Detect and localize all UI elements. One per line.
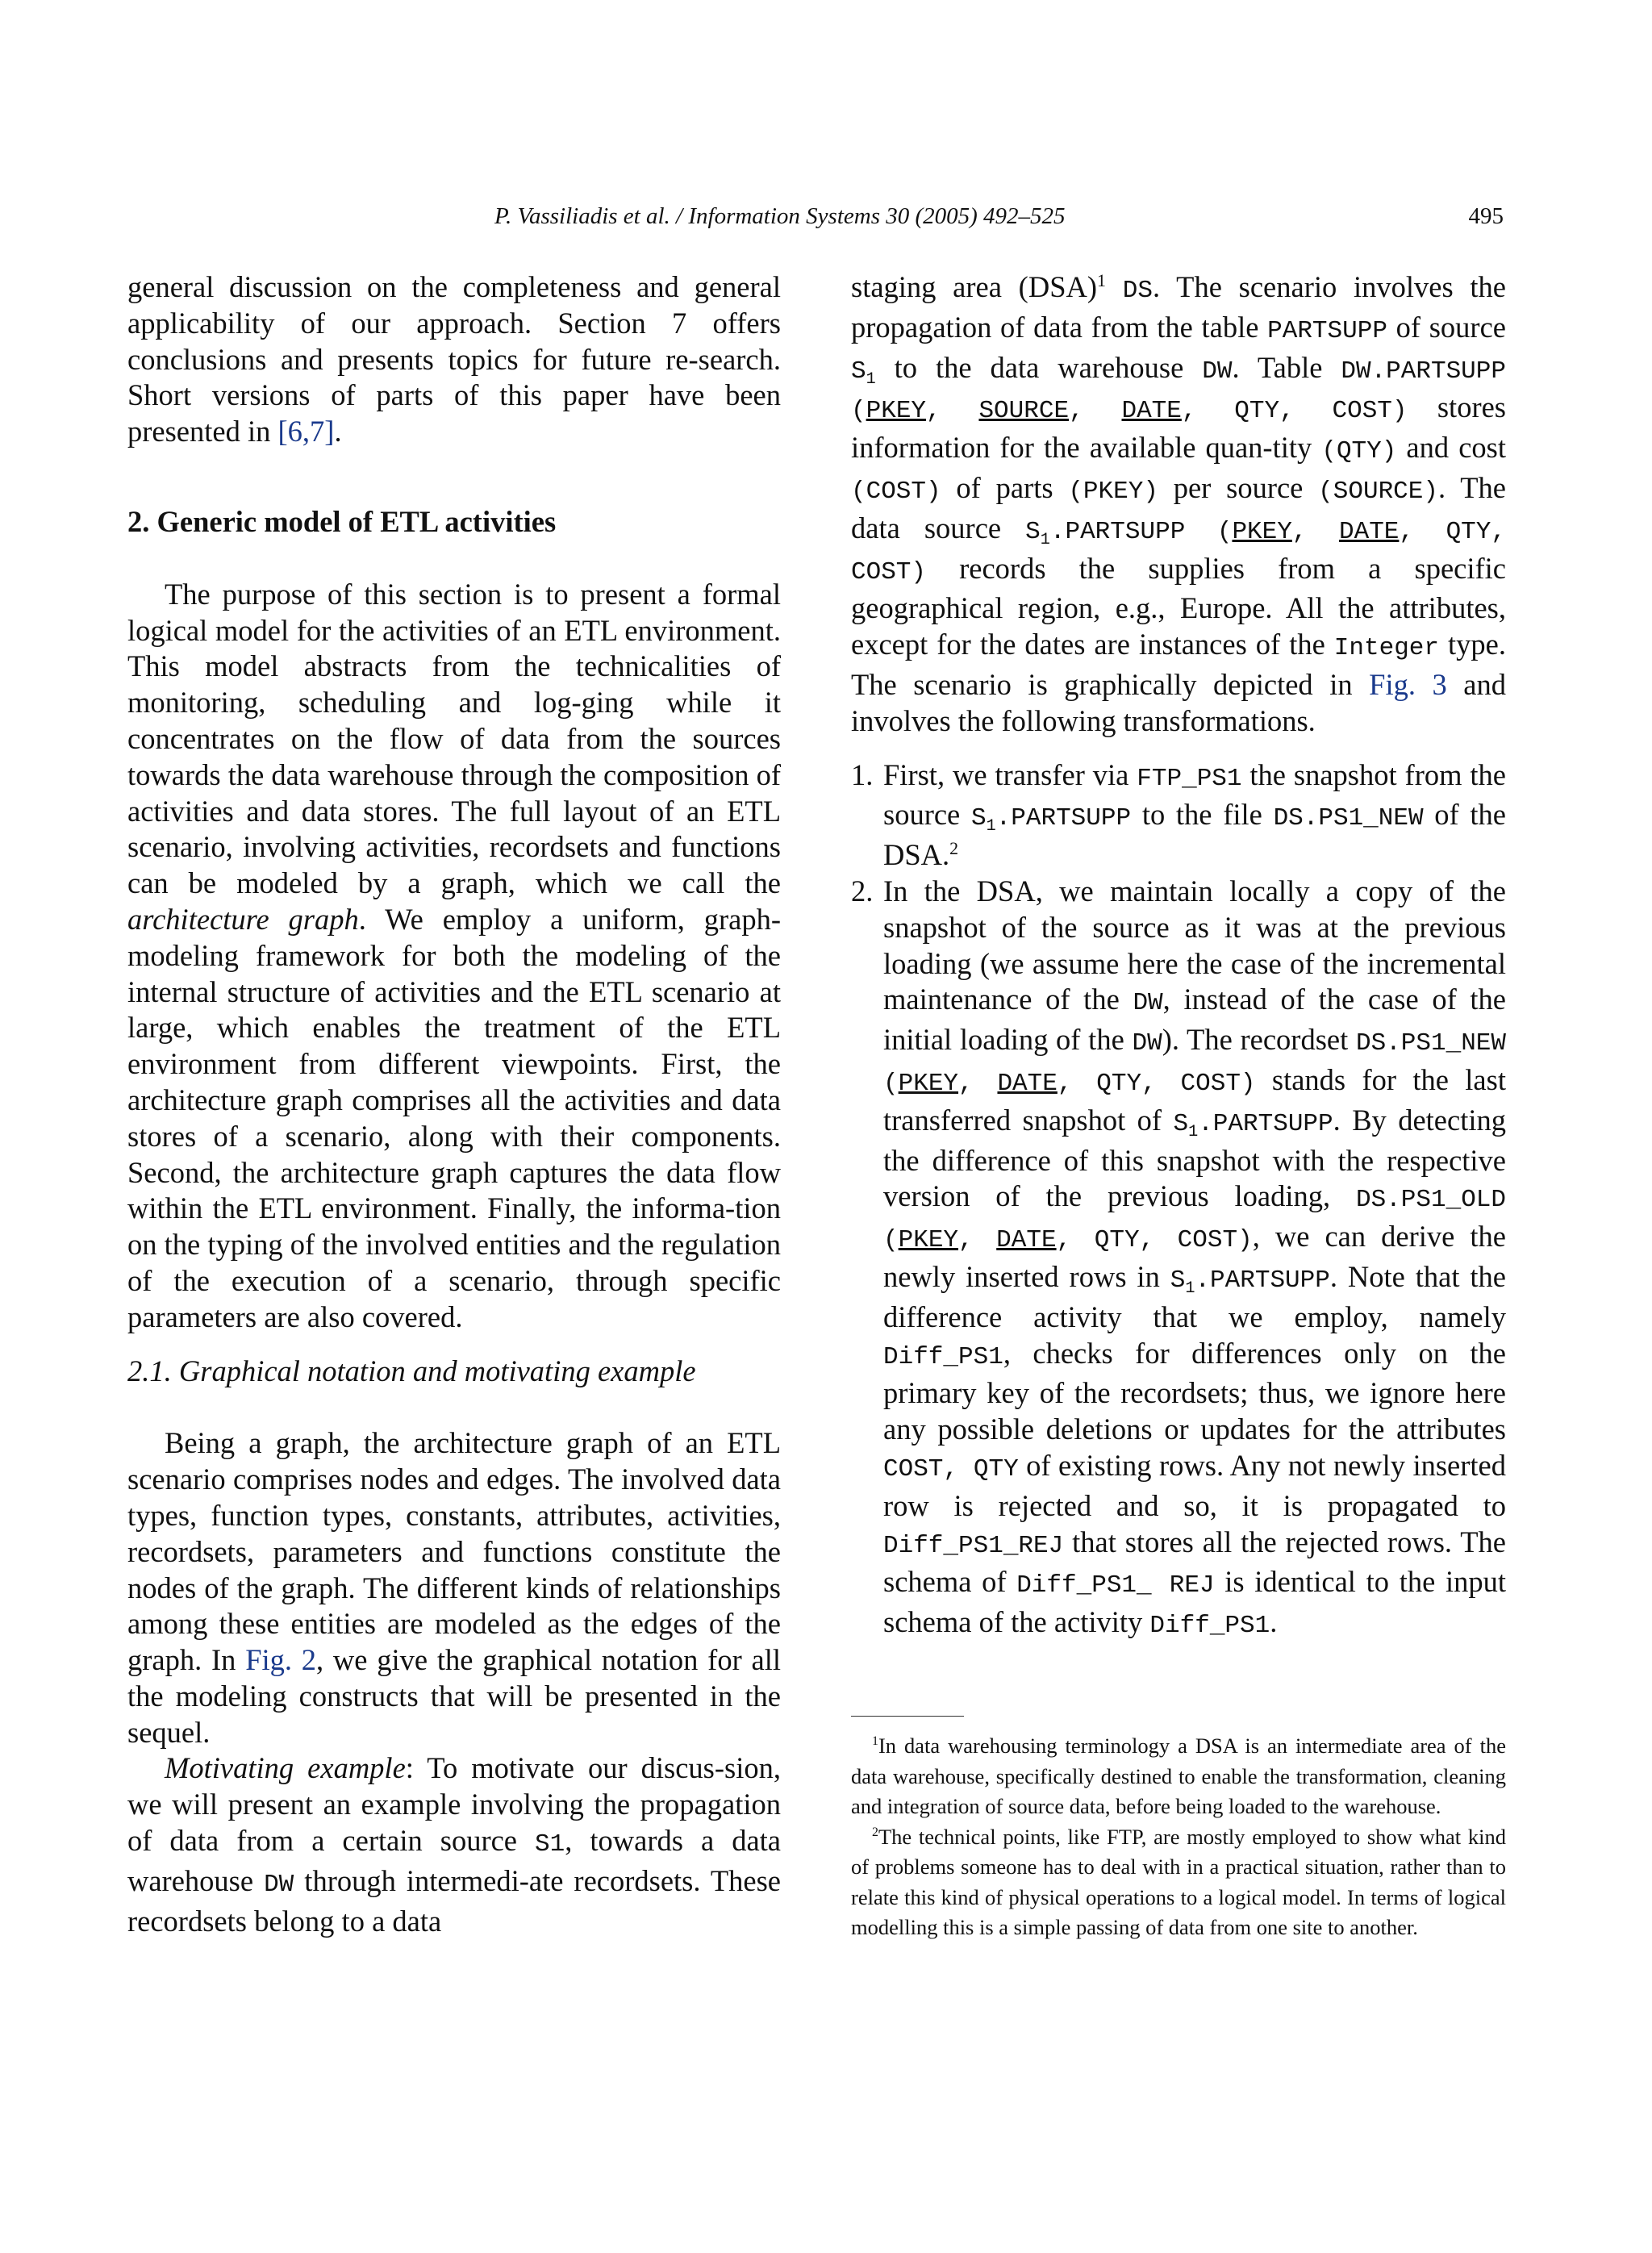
intro-paragraph: general discussion on the completeness and general applicability of our approach. Section 7 offers conclusions and presents topics for future re-search. Short versions of parts of this paper have been presented in [6,7]. xyxy=(127,270,781,449)
reference-link-6-7[interactable]: [6,7] xyxy=(277,415,335,449)
motivating-example-paragraph: Motivating example: To motivate our discus-sion, we will present an example involving the propagation of data from a certain source S1, towards a data warehouse DW through intermedi-ate recordsets. These recordsets belong to a data xyxy=(127,1751,781,1938)
header-citation: P. Vassiliadis et al. / Information Systems 30 (2005) 492–525 xyxy=(494,203,1066,229)
scenario-paragraph: staging area (DSA)$^1$ DS. The scenario involves the propagation of data from the table PARTSUPP of source $S_1$ to the data warehouse DW. Table DW.PARTSUPP (PKEY, SOURCE, DATE, QTY, COST) stores information for the available quan-tity (QTY) and cost (COST) of parts (PKEY) per source (SOURCE). The data source $S_1.PARTSUPP$ (PKEY, DATE, QTY, COST) records the supplies from a specific geographical region, e.g., Europe. All the attributes, except for the dates are instances of the Integer type. The scenario is graphically depicted in Fig. 3 and involves the following transformations. xyxy=(851,269,1507,737)
page-number: 495 xyxy=(1468,203,1504,229)
left-column xyxy=(127,269,781,1939)
figure-2-link[interactable]: Fig. 2 xyxy=(245,1643,317,1677)
footnote-1-marker: 1 xyxy=(1097,269,1106,290)
footnote-2-marker: 2 xyxy=(949,838,959,858)
right-column xyxy=(851,269,1506,1645)
figure-3-link[interactable]: Fig. 3 xyxy=(1369,667,1447,701)
section-title: 2. Generic model of ETL activities xyxy=(127,504,557,538)
footnotes xyxy=(851,1731,1506,1943)
list-item: 2. In the DSA, we maintain locally a copy of the snapshot of the source as it was at the previous loading (we assume here the case of the incremental maintenance of the DW, instead of the case of the initial loading of the DW). The recordset DS.PS1_NEW (PKEY, DATE, QTY, COST) stands for the last transferred snapshot of $S_1.PARTSUPP$. By detecting the difference of this snapshot with the respective version of the previous loading, DS.PS1_OLD (PKEY, DATE, QTY, COST), we can derive the newly inserted rows in $S_1.PARTSUPP$. Note that the difference activity that we employ, namely Diff_PS1, checks for differences only on the primary key of the recordsets; thus, we ignore here any possible deletions or updates for the attributes COST, QTY of existing rows. Any not newly inserted row is rejected and so, it is propagated to Diff_PS1_REJ that stores all the rejected rows. The schema of Diff_PS1_ REJ is identical to the input schema of the activity Diff_PS1. xyxy=(851,874,1506,1641)
section-2-paragraph: The purpose of this section is to present a formal logical model for the activities of an ETL environment. This model abstracts from the technicalities of monitoring, scheduling and log-ging while it concentrates on the flow of data from the sources towards the data warehouse through the composition of activities and data stores. The full layout of an ETL scenario, involving activities, recordsets and functions can be modeled by a graph, which we call the architecture graph. We employ a uniform, graph-modeling framework for both the modeling of the internal structure of activities and the ETL scenario at large, which enables the treatment of the ETL environment from different viewpoints. First, the architecture graph comprises all the activities and data stores of a scenario, along with their components. Second, the architecture graph captures the data flow within the ETL environment. Finally, the informa-tion on the typing of the involved entities and the regulation of the execution of a scenario, through specific parameters are also covered. xyxy=(127,577,781,1333)
list-item: 1. First, we transfer via FTP_PS1 the snapshot from the source $S_1.PARTSUPP$ to the file DS.PS1_NEW of the DSA.$^2$ xyxy=(851,757,1507,872)
subsection-title: 2.1. Graphical notation and motivating example xyxy=(127,1354,696,1387)
footnote-2: $^2$The technical points, like FTP, are mostly employed to show what kind of problems someone has to deal with in a practical situation, rather than to relate this kind of physical operations to a logical model. In terms of logical modelling this is a simple passing of data from one site to another. xyxy=(851,1824,1506,1939)
graph-paragraph: Being a graph, the architecture graph of an ETL scenario comprises nodes and edges. The involved data types, function types, constants, attributes, activities, recordsets, parameters and functions constitute the nodes of the graph. The different kinds of relationships among these entities are modeled as the edges of the graph. In Fig. 2, we give the graphical notation for all the modeling constructs that will be presented in the sequel. xyxy=(127,1426,781,1749)
transformation-list xyxy=(851,757,1506,1645)
footnote-divider xyxy=(851,1716,964,1717)
footnote-1: $^1$In data warehousing terminology a DSA is an intermediate area of the data warehouse, specifically destined to enable the transformation, cleaning and integration of source data, before being loaded to the warehouse. xyxy=(851,1734,1506,1818)
